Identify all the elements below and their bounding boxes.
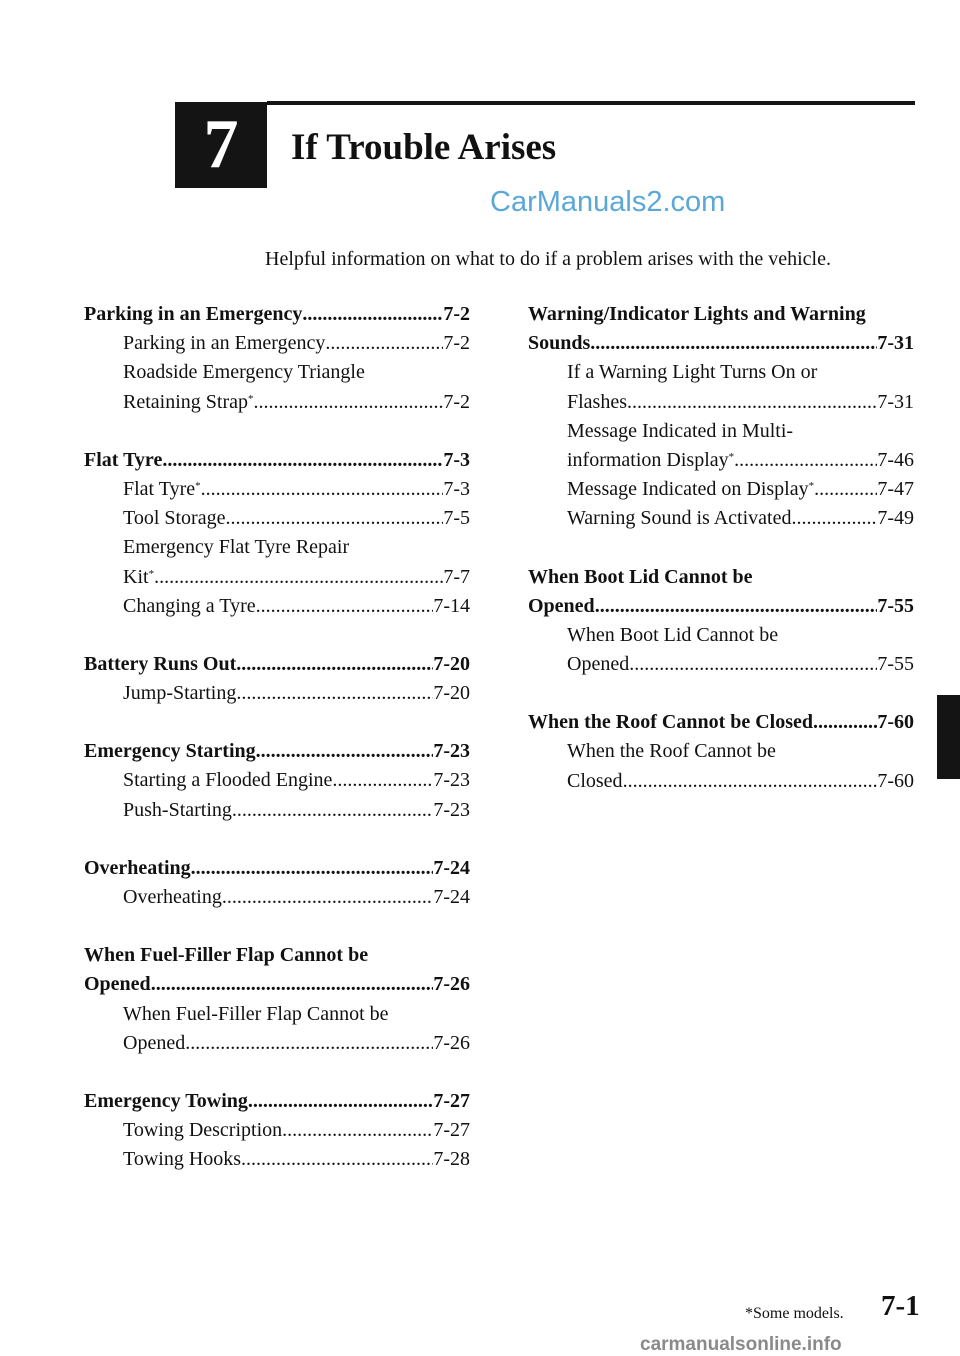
toc-entry-label bbox=[123, 796, 232, 825]
toc-entry-text: Emergency Flat Tyre Repair bbox=[123, 536, 350, 559]
toc-page-number: 7-3 bbox=[443, 448, 470, 471]
page-number: 7-1 bbox=[881, 1290, 920, 1322]
toc-section-heading[interactable] bbox=[528, 592, 914, 621]
toc-page-number: 7-23 bbox=[433, 740, 470, 763]
toc-entry[interactable] bbox=[84, 329, 470, 358]
toc-entry[interactable] bbox=[84, 563, 470, 592]
toc-entry-text: Message Indicated in Multi- bbox=[567, 419, 794, 442]
toc-section-heading[interactable] bbox=[84, 854, 470, 883]
toc-page-number: 7-3 bbox=[443, 477, 470, 500]
toc-entry-text: Overheating bbox=[123, 886, 222, 908]
toc-entry-text: information Display bbox=[567, 448, 729, 471]
dot-leader bbox=[253, 388, 443, 417]
dot-leader bbox=[248, 1087, 433, 1116]
toc-entry-text: Message Indicated on Display bbox=[567, 478, 809, 501]
toc-entry-label bbox=[528, 300, 866, 329]
toc-entry-text: When Boot Lid Cannot be bbox=[567, 623, 779, 646]
toc-entry-text: Parking in an Emergency bbox=[123, 332, 326, 355]
toc-entry[interactable] bbox=[84, 504, 470, 533]
toc-entry-text: Opened bbox=[528, 594, 595, 617]
toc-entry[interactable] bbox=[528, 446, 914, 475]
toc-entry[interactable] bbox=[528, 767, 914, 796]
toc-entry-label bbox=[123, 1000, 389, 1029]
toc-entry-label bbox=[567, 388, 627, 417]
toc-section bbox=[84, 854, 470, 912]
toc-page-number: 7-23 bbox=[433, 798, 470, 821]
toc-page-number: 7-2 bbox=[443, 303, 470, 325]
toc-page-number: 7-60 bbox=[877, 711, 914, 734]
toc-page-number: 7-5 bbox=[443, 507, 470, 530]
chapter-number-box bbox=[175, 102, 267, 188]
toc-page-number: 7-23 bbox=[433, 769, 470, 792]
toc-section bbox=[84, 941, 470, 1058]
dot-leader bbox=[814, 475, 877, 504]
some-models-marker: * bbox=[195, 479, 201, 492]
dot-leader bbox=[236, 650, 433, 679]
toc-section-heading[interactable] bbox=[84, 446, 470, 475]
toc-entry-text: Jump-Starting bbox=[123, 682, 237, 705]
dot-leader bbox=[162, 446, 443, 475]
toc-entry-label bbox=[567, 650, 629, 679]
toc-page-number: 7-47 bbox=[877, 478, 914, 501]
dot-leader bbox=[185, 1029, 433, 1058]
toc-entry-label bbox=[528, 329, 590, 358]
dot-leader bbox=[154, 563, 443, 592]
toc-entry[interactable] bbox=[528, 388, 914, 417]
toc-entry-label bbox=[528, 592, 595, 621]
some-models-marker: * bbox=[148, 567, 155, 580]
dot-leader bbox=[791, 504, 877, 533]
toc-page-number: 7-49 bbox=[877, 507, 914, 530]
chapter-intro: Helpful information on what to do if a problem arises with the vehicle. bbox=[265, 248, 831, 270]
toc-page-number: 7-2 bbox=[443, 390, 470, 413]
chapter-number: 7 bbox=[203, 106, 239, 183]
toc-entry-label bbox=[123, 475, 201, 504]
toc-entry-label bbox=[528, 563, 753, 592]
toc-entry-label bbox=[123, 766, 332, 795]
toc-entry[interactable] bbox=[84, 766, 470, 795]
toc-entry-label bbox=[567, 446, 734, 475]
toc-entry-label bbox=[567, 621, 778, 650]
toc-entry[interactable] bbox=[84, 796, 470, 825]
dot-leader bbox=[595, 592, 878, 621]
toc-entry-label bbox=[84, 970, 151, 999]
toc-entry-text: Flat Tyre bbox=[123, 477, 196, 500]
toc-entry-text: If a Warning Light Turns On or bbox=[567, 361, 818, 384]
toc-entry[interactable] bbox=[528, 504, 914, 533]
toc-section bbox=[84, 737, 470, 825]
toc-entry-label bbox=[123, 329, 325, 358]
toc-page-number: 7-31 bbox=[877, 332, 914, 355]
toc-entry-text: When the Roof Cannot be Closed bbox=[528, 711, 814, 734]
toc-page-number: 7-24 bbox=[433, 886, 470, 908]
toc-page-number: 7-2 bbox=[443, 332, 470, 355]
toc-right-column bbox=[528, 300, 914, 825]
toc-entry-label bbox=[567, 737, 776, 766]
toc-entry-label bbox=[567, 417, 793, 446]
dot-leader bbox=[325, 329, 443, 358]
dot-leader bbox=[282, 1116, 433, 1145]
toc-section bbox=[84, 300, 470, 417]
toc-entry bbox=[528, 358, 914, 387]
toc-entry-label bbox=[84, 446, 162, 475]
toc-entry-label bbox=[123, 883, 222, 912]
some-models-marker: * bbox=[728, 450, 735, 463]
toc-entry-label bbox=[123, 679, 236, 708]
toc-section-heading[interactable] bbox=[84, 650, 470, 679]
chapter-header-rule bbox=[267, 101, 915, 105]
toc-entry bbox=[84, 358, 470, 387]
toc-page-number: 7-55 bbox=[877, 594, 914, 617]
toc-entry-text: Emergency Starting bbox=[84, 740, 256, 763]
toc-entry-label bbox=[84, 650, 236, 679]
toc-entry-text: Push-Starting bbox=[123, 798, 232, 821]
dot-leader bbox=[256, 592, 434, 621]
toc-entry-text: Warning Sound is Activated bbox=[567, 507, 792, 530]
toc-page-number: 7-14 bbox=[433, 594, 470, 617]
toc-entry-text: Changing a Tyre bbox=[123, 594, 256, 617]
toc-entry[interactable] bbox=[84, 1145, 470, 1174]
toc-section-heading bbox=[528, 563, 914, 592]
toc-entry-label bbox=[567, 358, 817, 387]
toc-entry-label bbox=[123, 533, 349, 562]
toc-entry-text: Overheating bbox=[84, 856, 191, 879]
toc-entry-text: Closed bbox=[567, 769, 623, 792]
toc-section bbox=[84, 1087, 470, 1175]
dot-leader bbox=[232, 796, 433, 825]
toc-entry-label bbox=[84, 300, 302, 329]
some-models-marker: * bbox=[247, 392, 254, 405]
toc-page-number: 7-24 bbox=[433, 856, 470, 879]
toc-entry-text: Warning/Indicator Lights and Warning bbox=[528, 303, 866, 325]
toc-entry-label bbox=[84, 737, 256, 766]
toc-entry-label bbox=[123, 358, 365, 387]
toc-entry[interactable] bbox=[84, 883, 470, 912]
toc-entry-text: Towing Hooks bbox=[123, 1148, 242, 1171]
toc-entry-text: Tool Storage bbox=[123, 507, 226, 530]
toc-entry-text: When the Roof Cannot be bbox=[567, 740, 776, 763]
toc-section-heading[interactable] bbox=[528, 329, 914, 358]
toc-section bbox=[528, 708, 914, 796]
toc-entry bbox=[528, 621, 914, 650]
toc-entry-label bbox=[123, 1029, 185, 1058]
toc-section bbox=[84, 650, 470, 708]
toc-page-number: 7-7 bbox=[443, 565, 470, 588]
dot-leader bbox=[256, 737, 434, 766]
toc-entry-text: Sounds bbox=[528, 332, 591, 355]
toc-entry-label bbox=[567, 504, 791, 533]
toc-entry-label bbox=[123, 504, 225, 533]
dot-leader bbox=[623, 767, 878, 796]
dot-leader bbox=[627, 388, 877, 417]
toc-entry-text: Kit bbox=[123, 565, 149, 588]
watermark-text: CarManuals2.com bbox=[490, 186, 726, 218]
dot-leader bbox=[302, 300, 443, 329]
toc-section-heading bbox=[528, 300, 914, 329]
footer-watermark: carmanualsonline.info bbox=[640, 1334, 842, 1355]
toc-entry-text: Opened bbox=[84, 973, 151, 996]
toc-entry bbox=[84, 533, 470, 562]
dot-leader bbox=[629, 650, 877, 679]
toc-entry-text: Battery Runs Out bbox=[84, 652, 237, 675]
dot-leader bbox=[201, 475, 444, 504]
toc-entry-text: Flashes bbox=[567, 390, 627, 413]
toc-entry-label bbox=[123, 592, 256, 621]
toc-section bbox=[528, 563, 914, 680]
toc-left-column bbox=[84, 300, 470, 1204]
dot-leader bbox=[225, 504, 443, 533]
toc-page-number: 7-28 bbox=[433, 1148, 470, 1171]
toc-page-number: 7-27 bbox=[433, 1089, 470, 1112]
toc-page-number: 7-46 bbox=[877, 448, 914, 471]
toc-page-number: 7-26 bbox=[433, 1031, 470, 1054]
toc-entry[interactable] bbox=[84, 1029, 470, 1058]
toc-entry[interactable] bbox=[84, 388, 470, 417]
toc-entry-text: Towing Description bbox=[123, 1119, 283, 1142]
toc-entry bbox=[528, 417, 914, 446]
toc-page-number: 7-20 bbox=[433, 652, 470, 675]
toc-entry bbox=[528, 737, 914, 766]
toc-entry-text: When Fuel-Filler Flap Cannot be bbox=[84, 944, 369, 967]
toc-page-number: 7-26 bbox=[433, 973, 470, 996]
toc-page-number: 7-20 bbox=[433, 682, 470, 705]
dot-leader bbox=[151, 970, 434, 999]
toc-entry-label bbox=[528, 708, 813, 737]
toc-entry-text: When Fuel-Filler Flap Cannot be bbox=[123, 1002, 389, 1025]
dot-leader bbox=[813, 708, 877, 737]
toc-page-number: 7-31 bbox=[877, 390, 914, 413]
toc-entry-text: Retaining Strap bbox=[123, 390, 248, 413]
toc-section-heading[interactable] bbox=[84, 970, 470, 999]
toc-entry[interactable] bbox=[528, 475, 914, 504]
chapter-title: If Trouble Arises bbox=[291, 127, 557, 168]
toc-entry-label bbox=[123, 1145, 241, 1174]
toc-entry-text: Flat Tyre bbox=[84, 448, 163, 471]
toc-entry bbox=[84, 1000, 470, 1029]
dot-leader bbox=[332, 766, 433, 795]
toc-entry-text: Emergency Towing bbox=[84, 1089, 248, 1112]
toc-page-number: 7-27 bbox=[433, 1119, 470, 1142]
toc-entry-text: When Boot Lid Cannot be bbox=[528, 565, 753, 588]
toc-section-heading[interactable] bbox=[84, 737, 470, 766]
toc-section bbox=[528, 300, 914, 534]
toc-entry[interactable] bbox=[528, 650, 914, 679]
toc-section-heading[interactable] bbox=[528, 708, 914, 737]
dot-leader bbox=[191, 854, 434, 883]
toc-entry-text: Opened bbox=[123, 1031, 186, 1054]
toc-entry[interactable] bbox=[84, 475, 470, 504]
chapter-side-tab bbox=[937, 695, 960, 779]
dot-leader bbox=[241, 1145, 433, 1174]
toc-section-heading[interactable] bbox=[84, 1087, 470, 1116]
toc-entry-label bbox=[123, 1116, 282, 1145]
toc-entry-label bbox=[567, 475, 814, 504]
dot-leader bbox=[236, 679, 433, 708]
toc-entry-text: Starting a Flooded Engine bbox=[123, 769, 333, 792]
toc-entry[interactable] bbox=[84, 592, 470, 621]
toc-entry-text: Roadside Emergency Triangle bbox=[123, 361, 365, 384]
toc-entry-label bbox=[567, 767, 623, 796]
toc-entry-label bbox=[84, 1087, 248, 1116]
toc-section-heading[interactable] bbox=[84, 300, 470, 329]
toc-entry-label bbox=[123, 563, 154, 592]
toc-page-number: 7-60 bbox=[877, 769, 914, 792]
footnote: *Some models. bbox=[745, 1305, 844, 1322]
dot-leader bbox=[222, 883, 433, 912]
dot-leader bbox=[590, 329, 877, 358]
toc-section-heading bbox=[84, 941, 470, 970]
toc-section bbox=[84, 446, 470, 621]
toc-entry[interactable] bbox=[84, 679, 470, 708]
toc-entry-text: Parking in an Emergency bbox=[84, 303, 303, 325]
toc-page-number: 7-55 bbox=[877, 653, 914, 676]
toc-entry-label bbox=[84, 854, 191, 883]
toc-entry-label bbox=[84, 941, 368, 970]
toc-entry-label bbox=[123, 388, 253, 417]
toc-entry[interactable] bbox=[84, 1116, 470, 1145]
toc-entry-text: Opened bbox=[567, 653, 630, 676]
dot-leader bbox=[734, 446, 877, 475]
some-models-marker: * bbox=[808, 480, 815, 493]
